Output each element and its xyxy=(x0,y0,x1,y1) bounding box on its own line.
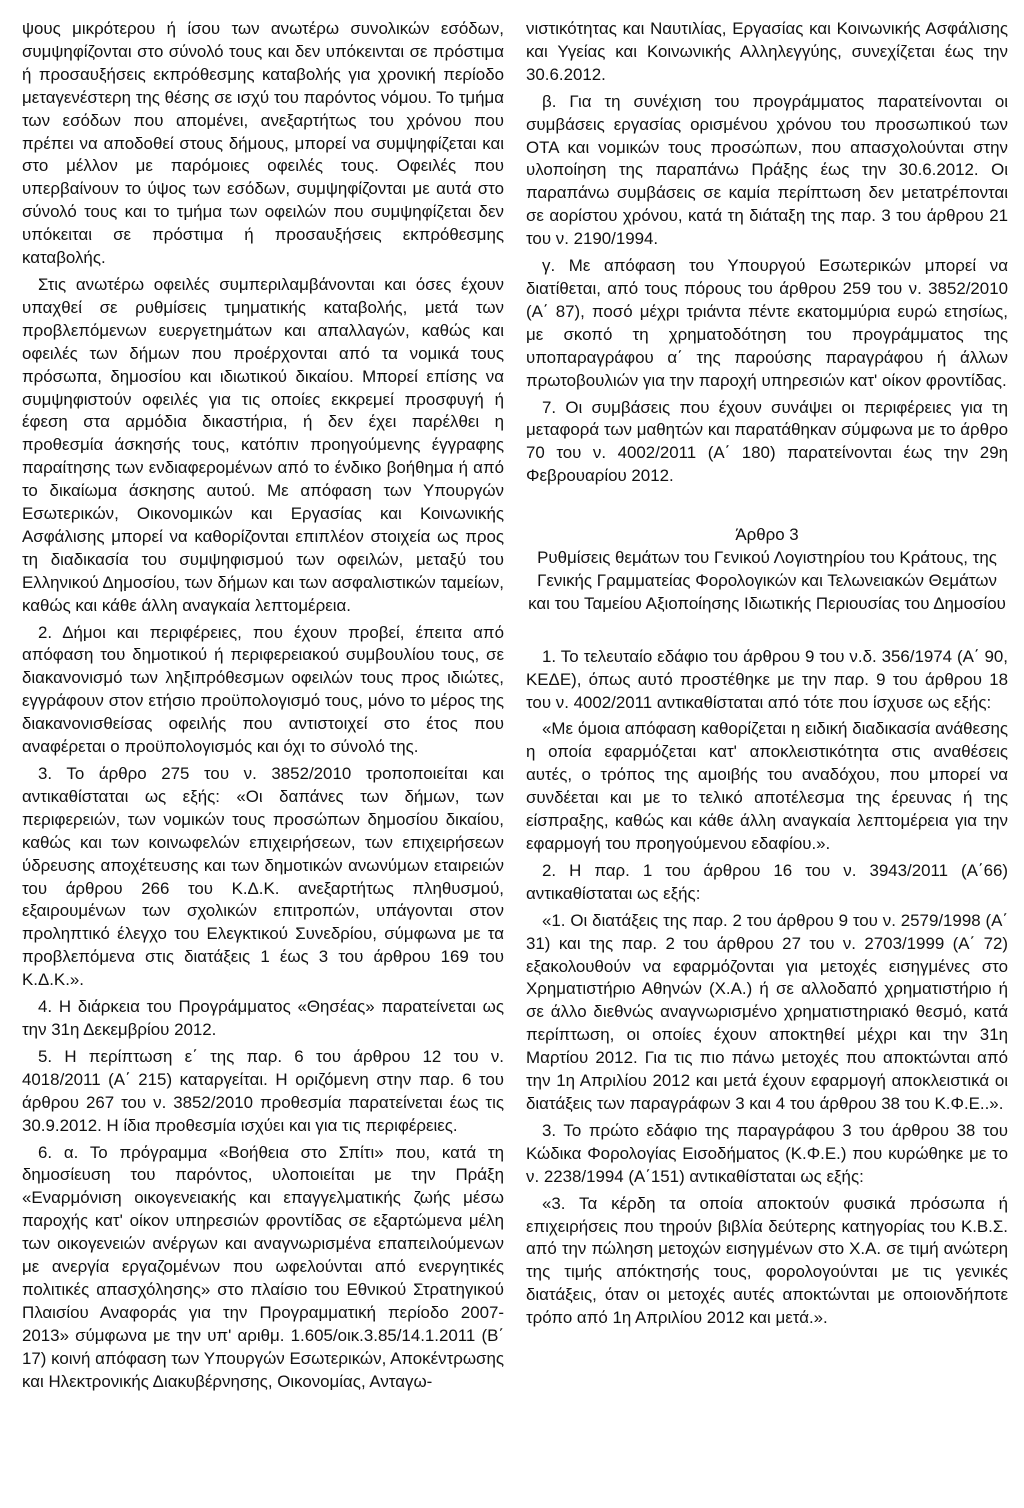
paragraph: 7. Οι συμβάσεις που έχουν συνάψει οι περιφέρειες για τη μεταφορά των μαθητών και παρατάθηκαν σύμφωνα με το άρθρο 70 του ν. 4002/2011 (Α΄ 180) παρατείνονται έως την 29η Φεβρουαρίου 2012. xyxy=(526,397,1008,486)
paragraph: 6. α. Το πρόγραμμα «Βοήθεια στο Σπίτι» που, κατά τη δημοσίευση του παρόντος, υλοποιείται με την Πράξη «Εναρμόνιση οικογενειακής και επαγγελματικής ζωής μέσω παροχής κατ' οίκον υπηρεσιών φροντίδας σε εξαρτώμενα μέλη των οικογενειών ανέργων και αναγνωρισμένα επαπειλούμενων με ανεργία εργαζομένων που ωφελούνται από ενεργητικές πολιτικές απασχόλησης» στο πλαίσιο του Εθνικού Στρατηγικού Πλαισίου Αναφοράς για την Προγραμματική περίοδο 2007-2013» σύμφωνα με την υπ' αριθμ. 1.605/οικ.3.85/14.1.2011 (Β΄ 17) κοινή απόφαση των Υπουργών Εσωτερικών, Αποκέντρωσης και Ηλεκτρονικής Διακυβέρνησης, Οικονομίας, Ανταγω- xyxy=(22,1142,504,1391)
paragraph: «1. Οι διατάξεις της παρ. 2 του άρθρου 9 του ν. 2579/1998 (Α΄ 31) και της παρ. 2 του άρθρου 27 του ν. 2703/1999 (Α΄ 72) εξακολουθούν να εφαρμόζονται για μετοχές εισηγμένες στο Χρηματιστήριο Αθηνών (Χ.Α.) ή σε αλλοδαπό χρηματιστήριο ή σε άλλο διεθνώς αναγνωρισμένο χρηματιστηριακό θεσμό, κατά περίπτωση, οι οποίες έχουν αποκτηθεί μέχρι και την 31η Μαρτίου 2012. Για τις πιο πάνω μετοχές που αποκτώνται από την 1η Απριλίου 2012 και μετά έχουν εφαρμογή αποκλειστικά οι διατάξεις των παραγράφων 3 και 4 του άρθρου 38 του Κ.Φ.Ε..». xyxy=(526,910,1008,1113)
paragraph: «Με όμοια απόφαση καθορίζεται η ειδική διαδικασία ανάθεσης η οποία εφαρμόζεται κατ' αποκλειστικότητα στις αναθέσεις αυτές, ο τρόπος της αμοιβής του αναδόχου, που μπορεί να συνδέεται και με το τελικό αποτέλεσμα της έρευνας ή της είσπραξης, καθώς και κάθε άλλη αναγκαία λεπτομέρεια για την εφαρμογή του προηγούμενου εδαφίου.». xyxy=(526,719,1008,853)
paragraph: 2. Δήμοι και περιφέρειες, που έχουν προβεί, έπειτα από απόφαση του δημοτικού ή περιφερειακού συμβουλίου τους, σε διακανονισμό των ληξιπρόθεσμων οφειλών τους προς ιδιώτες, εγγράφουν στον ετήσιο προϋπολογισμό τους, μόνο το μέρος της διακανονισθείσας οφειλής που αντιστοιχεί στο έτος που αναφέρεται ο προϋπολογισμός και όχι το σύνολό της. xyxy=(22,622,504,757)
paragraph: 3. Το πρώτο εδάφιο της παραγράφου 3 του άρθρου 38 του Κώδικα Φορολογίας Εισοδήματος (Κ.Φ.Ε.) που κυρώθηκε με το ν. 2238/1994 (Α΄151) αντικαθίσταται ως εξής: xyxy=(526,1120,1008,1186)
article-title: Ρυθμίσεις θεμάτων του Γενικού Λογιστηρίου του Κράτους, της Γενικής Γραμματείας Φορολογικών και Τελωνειακών Θεμάτων και του Ταμείου Αξιοποίησης Ιδιωτικής Περιουσίας του Δημοσίου xyxy=(528,548,1006,613)
paragraph: «3. Τα κέρδη τα οποία αποκτούν φυσικά πρόσωπα ή επιχειρήσεις που τηρούν βιβλία δεύτερης κατηγορίας του Κ.Β.Σ. από την πώληση μετοχών εισηγμένων στο Χ.Α. σε τιμή ανώτερη της τιμής απόκτησής τους, φορολογούνται με τις γενικές διατάξεις, όταν οι μετοχές αυτές αποκτώνται με οποιονδήποτε τρόπο από 1η Απριλίου 2012 και μετά.». xyxy=(526,1193,1008,1328)
paragraph: 5. Η περίπτωση ε΄ της παρ. 6 του άρθρου 12 του ν. 4018/2011 (Α΄ 215) καταργείται. Η οριζόμενη στην παρ. 6 του άρθρου 267 του ν. 3852/2010 προθεσμία παρατείνεται έως τις 30.9.2012. Η ίδια προθεσμία ισχύει και για τις περιφέρειες. xyxy=(22,1046,504,1135)
paragraph: 2. Η παρ. 1 του άρθρου 16 του ν. 3943/2011 (Α΄66) αντικαθίσταται ως εξής: xyxy=(526,860,1008,903)
paragraph: 1. Το τελευταίο εδάφιο του άρθρου 9 του ν.δ. 356/1974 (Α΄ 90, ΚΕΔΕ), όπως αυτό προστέθηκε με την παρ. 9 του άρθρου 18 του ν. 4002/2011 αντικαθίσταται από τότε που ίσχυσε ως εξής: xyxy=(526,646,1008,712)
paragraph: β. Για τη συνέχιση του προγράμματος παρατείνονται οι συμβάσεις εργασίας ορισμένου χρόνου του προσωπικού των ΟΤΑ και νομικών τους προσώπων, που απασχολούνται στην υλοποίηση της παραπάνω Πράξης έως την 30.6.2012. Οι παραπάνω συμβάσεις σε καμία περίπτωση δεν μετατρέπονται σε αορίστου χρόνου, κατά τη διάταξη της παρ. 3 του άρθρου 21 του ν. 2190/1994. xyxy=(526,91,1008,249)
paragraph: Στις ανωτέρω οφειλές συμπεριλαμβάνονται και όσες έχουν υπαχθεί σε ρυθμίσεις τμηματικής καταβολής, μετά των προβλεπόμενων ευεργετημάτων και απαλλαγών, καθώς και οφειλές των δήμων που προέρχονται από τα νομικά τους πρόσωπα, δημοσίου και ιδιωτικού δικαίου. Μπορεί επίσης να συμψηφιστούν οφειλές για τις οποίες εκκρεμεί προσφυγή ή έφεση στα αρμόδια δικαστήρια, ή δεν έχει παρέλθει η προθεσμία άσκησής τους, κατόπιν προηγούμενης έγγραφης παραίτησης των ενδιαφερομένων από το ένδικο βοήθημα ή από το δικαίωμα άσκησης αυτού. Με απόφαση των Υπουργών Εσωτερικών, Οικονομικών και Εργασίας και Κοινωνικής Ασφάλισης μπορεί να καθορίζονται επιπλέον στοιχεία ως προς τη διαδικασία του συμψηφισμού των οφειλών, μεταξύ του Ελληνικού Δημοσίου, των δήμων και των ασφαλιστικών ταμείων, καθώς και κάθε άλλη αναγκαία λεπτομέρεια. xyxy=(22,274,504,615)
paragraph: 3. Το άρθρο 275 του ν. 3852/2010 τροποποιείται και αντικαθίσταται ως εξής: «Οι δαπάνες των δήμων, των περιφερειών, των νομικών τους προσώπων δημοσίου δικαίου, καθώς και των κοινωφελών επιχειρήσεων, των επιχειρήσεων ύδρευσης αποχέτευσης και των δημοτικών ανωνύμων εταιρειών του άρθρου 266 του Κ.Δ.Κ. ανεξαρτήτως πληθυσμού, εξαιρουμένων των σχολικών επιτροπών, υπάγονται στον προληπτικό έλεγχο του Ελεγκτικού Συνεδρίου, σύμφωνα με τα προβλεπόμενα στις διατάξεις 1 έως 3 του άρθρου 169 του Κ.Δ.Κ.». xyxy=(22,764,504,990)
article-number: Άρθρο 3 xyxy=(735,525,799,545)
paragraph: γ. Με απόφαση του Υπουργού Εσωτερικών μπορεί να διατίθεται, από τους πόρους του άρθρου 259 του ν. 3852/2010 (Α΄ 87), ποσό μέχρι τριάντα πέντε εκατομμύρια ευρώ ετησίως, με σκοπό τη χρηματοδότηση του προγράμματος της υποπαραγράφου α΄ της παρούσης παραγράφου ή άλλων πρωτοβουλιών για την παροχή υπηρεσιών κατ' οίκον φροντίδας. xyxy=(526,256,1008,390)
paragraph: νιστικότητας και Ναυτιλίας, Εργασίας και Κοινωνικής Ασφάλισης και Υγείας και Κοινωνικής Αλληλεγγύης, συνεχίζεται έως την 30.6.2012. xyxy=(526,19,1008,84)
left-column xyxy=(22,18,504,1508)
paragraph: 4. Η διάρκεια του Προγράμματος «Θησέας» παρατείνεται ως την 31η Δεκεμβρίου 2012. xyxy=(22,997,504,1039)
paragraph: ψους μικρότερου ή ίσου των ανωτέρω συνολικών εσόδων, συμψηφίζονται στο σύνολό τους και δεν υπόκεινται σε πρόστιμα ή προσαυξήσεις εκπρόθεσμης καταβολής για χρονική περίοδο μεταγενέστερη της θέσης σε ισχύ του παρόντος νόμου. Το τμήμα των εσόδων που απομένει, ανεξαρτήτως του χρόνου που πρέπει να αποδοθεί στους δήμους, μπορεί να συμψηφίζεται και στο μέλλον με παρόμοιες οφειλές τους. Οφειλές που υπερβαίνουν το ύψος των εσόδων, συμψηφίζονται με αυτά στο σύνολό τους και το τμήμα των οφειλών που συμψηφίζεται δεν υπόκειται σε πρόστιμα ή προσαυξήσεις εκπρόθεσμης καταβολής. xyxy=(22,19,504,268)
right-column xyxy=(526,18,1008,1508)
article-heading xyxy=(526,524,1008,616)
